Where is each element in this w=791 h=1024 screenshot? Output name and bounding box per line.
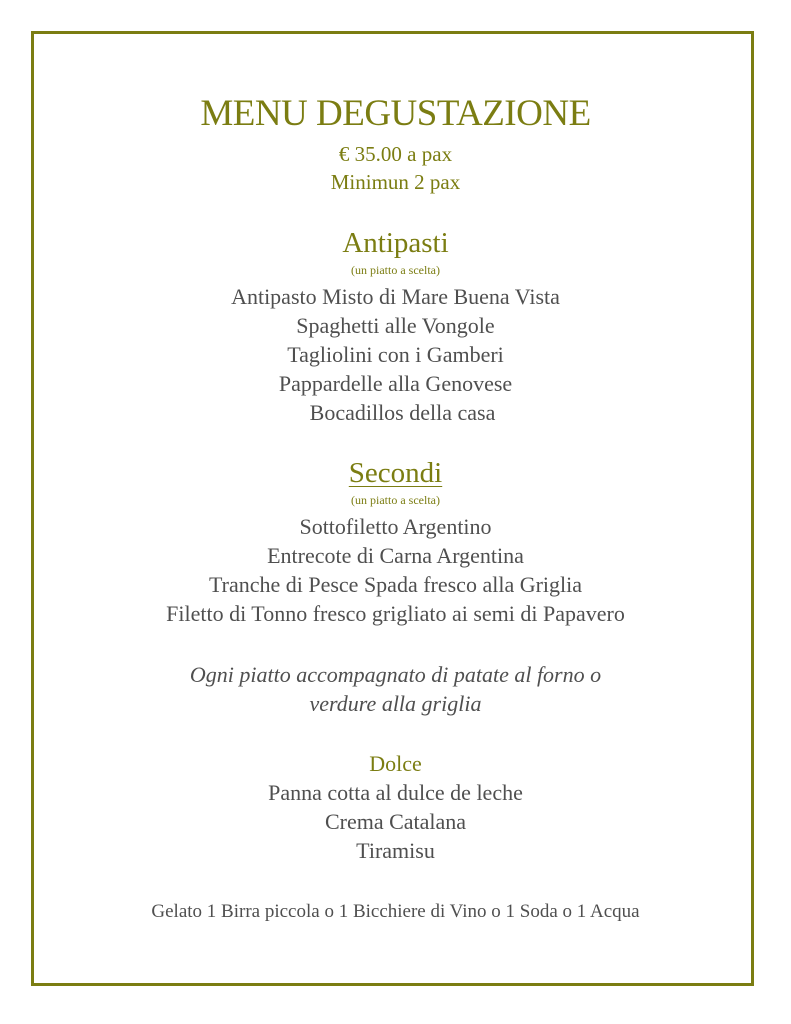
list-item: Pappardelle alla Genovese	[278, 371, 513, 396]
dolce-list	[0, 778, 791, 865]
list-item: Sottofiletto Argentino	[299, 514, 492, 539]
list-item: Bocadillos della casa	[309, 400, 496, 425]
list-item: Tranche di Pesce Spada fresco alla Griglia	[208, 572, 583, 597]
menu-title: MENU DEGUSTAZIONE	[200, 93, 591, 134]
list-item: Spaghetti alle Vongole	[296, 313, 495, 338]
list-item: Filetto di Tonno fresco grigliato ai semi di Papavero	[166, 601, 625, 626]
antipasti-note: (un piatto a scelta)	[351, 263, 440, 277]
secondi-note: (un piatto a scelta)	[351, 493, 440, 507]
list-item: Panna cotta al dulce de leche	[268, 780, 523, 805]
list-item: Antipasto Misto di Mare Buena Vista	[231, 284, 560, 309]
secondi-title	[0, 456, 791, 490]
list-item: Tagliolini con i Gamberi	[287, 342, 504, 367]
secondi-title-text: Secondi	[348, 457, 443, 489]
antipasti-title	[0, 226, 791, 260]
side-dish-note-line2: verdure alla griglia	[309, 691, 482, 716]
secondi-list	[0, 512, 791, 628]
menu-minimum: Minimun 2 pax	[330, 170, 461, 194]
footer-offer: Gelato 1 Birra piccola o 1 Bicchiere di Vino o 1 Soda o 1 Acqua	[151, 901, 640, 922]
list-item: Entrecote di Carna Argentina	[267, 543, 524, 568]
menu-price: € 35.00 a pax	[338, 142, 453, 166]
side-dish-note-line1: Ogni piatto accompagnato di patate al forno o	[189, 662, 602, 687]
antipasti-list	[0, 282, 791, 427]
list-item: Tiramisu	[356, 838, 435, 863]
side-dish-note	[0, 660, 791, 718]
list-item: Crema Catalana	[324, 809, 467, 834]
dolce-title: Dolce	[369, 751, 422, 776]
antipasti-title-text: Antipasti	[342, 227, 449, 259]
